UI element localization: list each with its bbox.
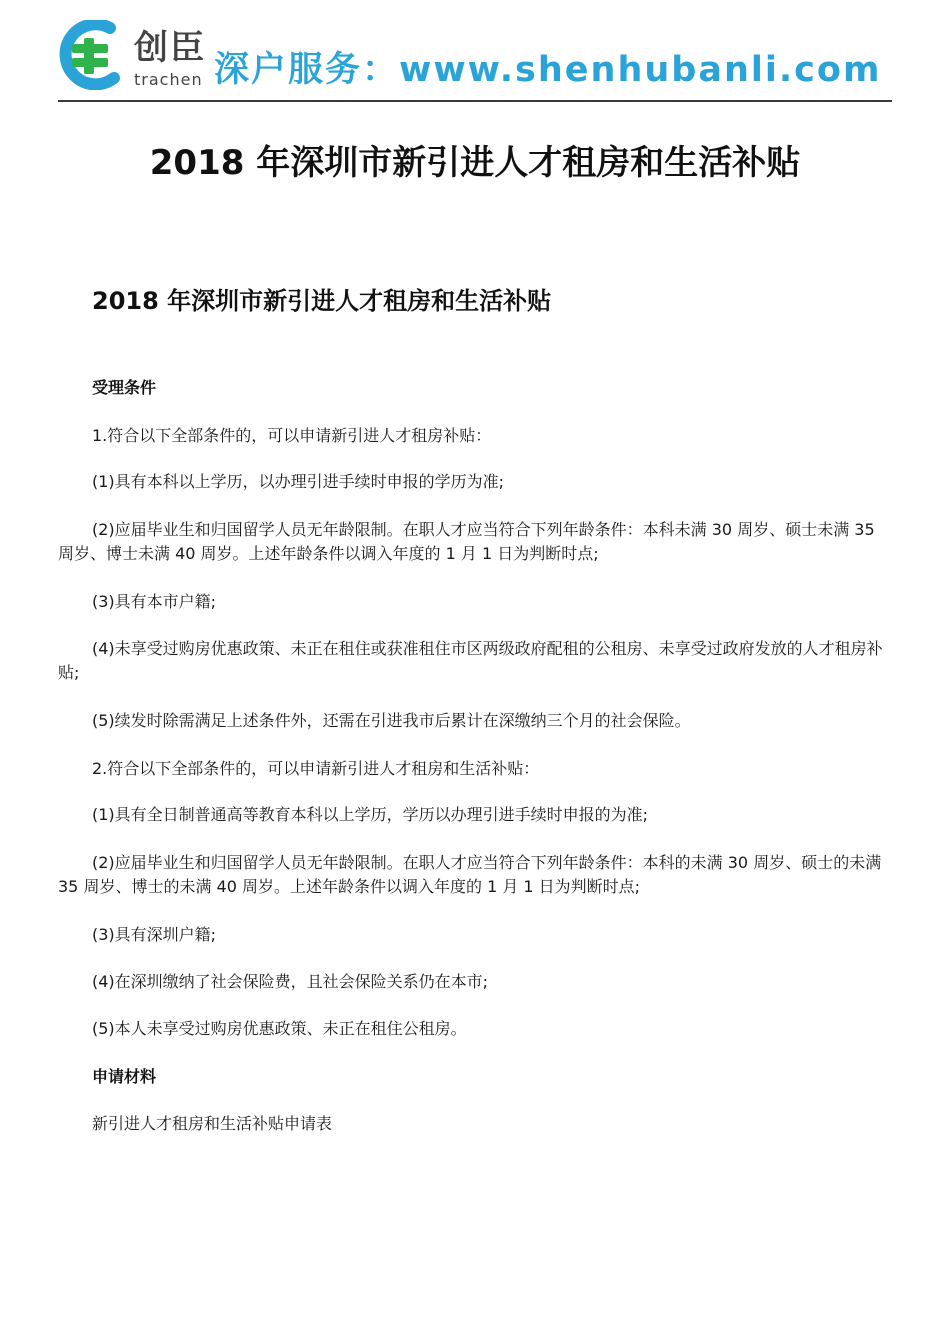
material-item: 新引进人才租房和生活补贴申请表 — [92, 1114, 333, 1133]
paragraph: (2)应届毕业生和归国留学人员无年龄限制。在职人才应当符合下列年龄条件：本科未满 30 周岁、硕士未满 35 周岁、博士未满 40 周岁。上述年龄条件以调入年度的 1 月 1 日为判断时点; — [58, 520, 875, 563]
paragraph: (2)应届毕业生和归国留学人员无年龄限制。在职人才应当符合下列年龄条件：本科的未满 30 周岁、硕士的未满 35 周岁、博士的未满 40 周岁。上述年龄条件以调入年度的 1 月 1 日为判断时点; — [58, 853, 882, 896]
paragraph: (5)本人未享受过购房优惠政策、未正在租住公租房。 — [92, 1019, 467, 1038]
paragraph: (4)未享受过购房优惠政策、未正在租住或获准租住市区两级政府配租的公租房、未享受过政府发放的人才租房补贴; — [58, 639, 883, 682]
header-divider — [58, 100, 892, 102]
header-slogan: 深户服务：www.shenhubanli.com — [214, 50, 882, 90]
paragraph: (5)续发时除需满足上述条件外，还需在引进我市后累计在深缴纳三个月的社会保险。 — [92, 711, 691, 730]
document-title: 2018 年深圳市新引进人才租房和生活补贴 — [149, 143, 801, 183]
paragraph: 1.符合以下全部条件的，可以申请新引进人才租房补贴： — [92, 426, 492, 445]
paragraph: (1)具有本科以上学历，以办理引进手续时申报的学历为准; — [92, 472, 505, 491]
paragraph: (4)在深圳缴纳了社会保险费，且社会保险关系仍在本市; — [92, 972, 489, 991]
brand-name-cn: 创臣 — [134, 28, 206, 68]
trachen-logo-icon — [58, 20, 124, 90]
conditions-heading: 受理条件 — [92, 378, 157, 397]
paragraph: (1)具有全日制普通高等教育本科以上学历，学历以办理引进手续时申报的为准; — [92, 805, 649, 824]
paragraph: (3)具有本市户籍; — [92, 592, 217, 611]
section-title: 2018 年深圳市新引进人才租房和生活补贴 — [92, 287, 552, 315]
page-header — [58, 20, 892, 102]
materials-heading: 申请材料 — [92, 1067, 157, 1086]
paragraph: (3)具有深圳户籍; — [92, 925, 217, 944]
brand-name-en: trachen — [134, 70, 203, 89]
paragraph: 2.符合以下全部条件的，可以申请新引进人才租房和生活补贴： — [92, 759, 540, 778]
